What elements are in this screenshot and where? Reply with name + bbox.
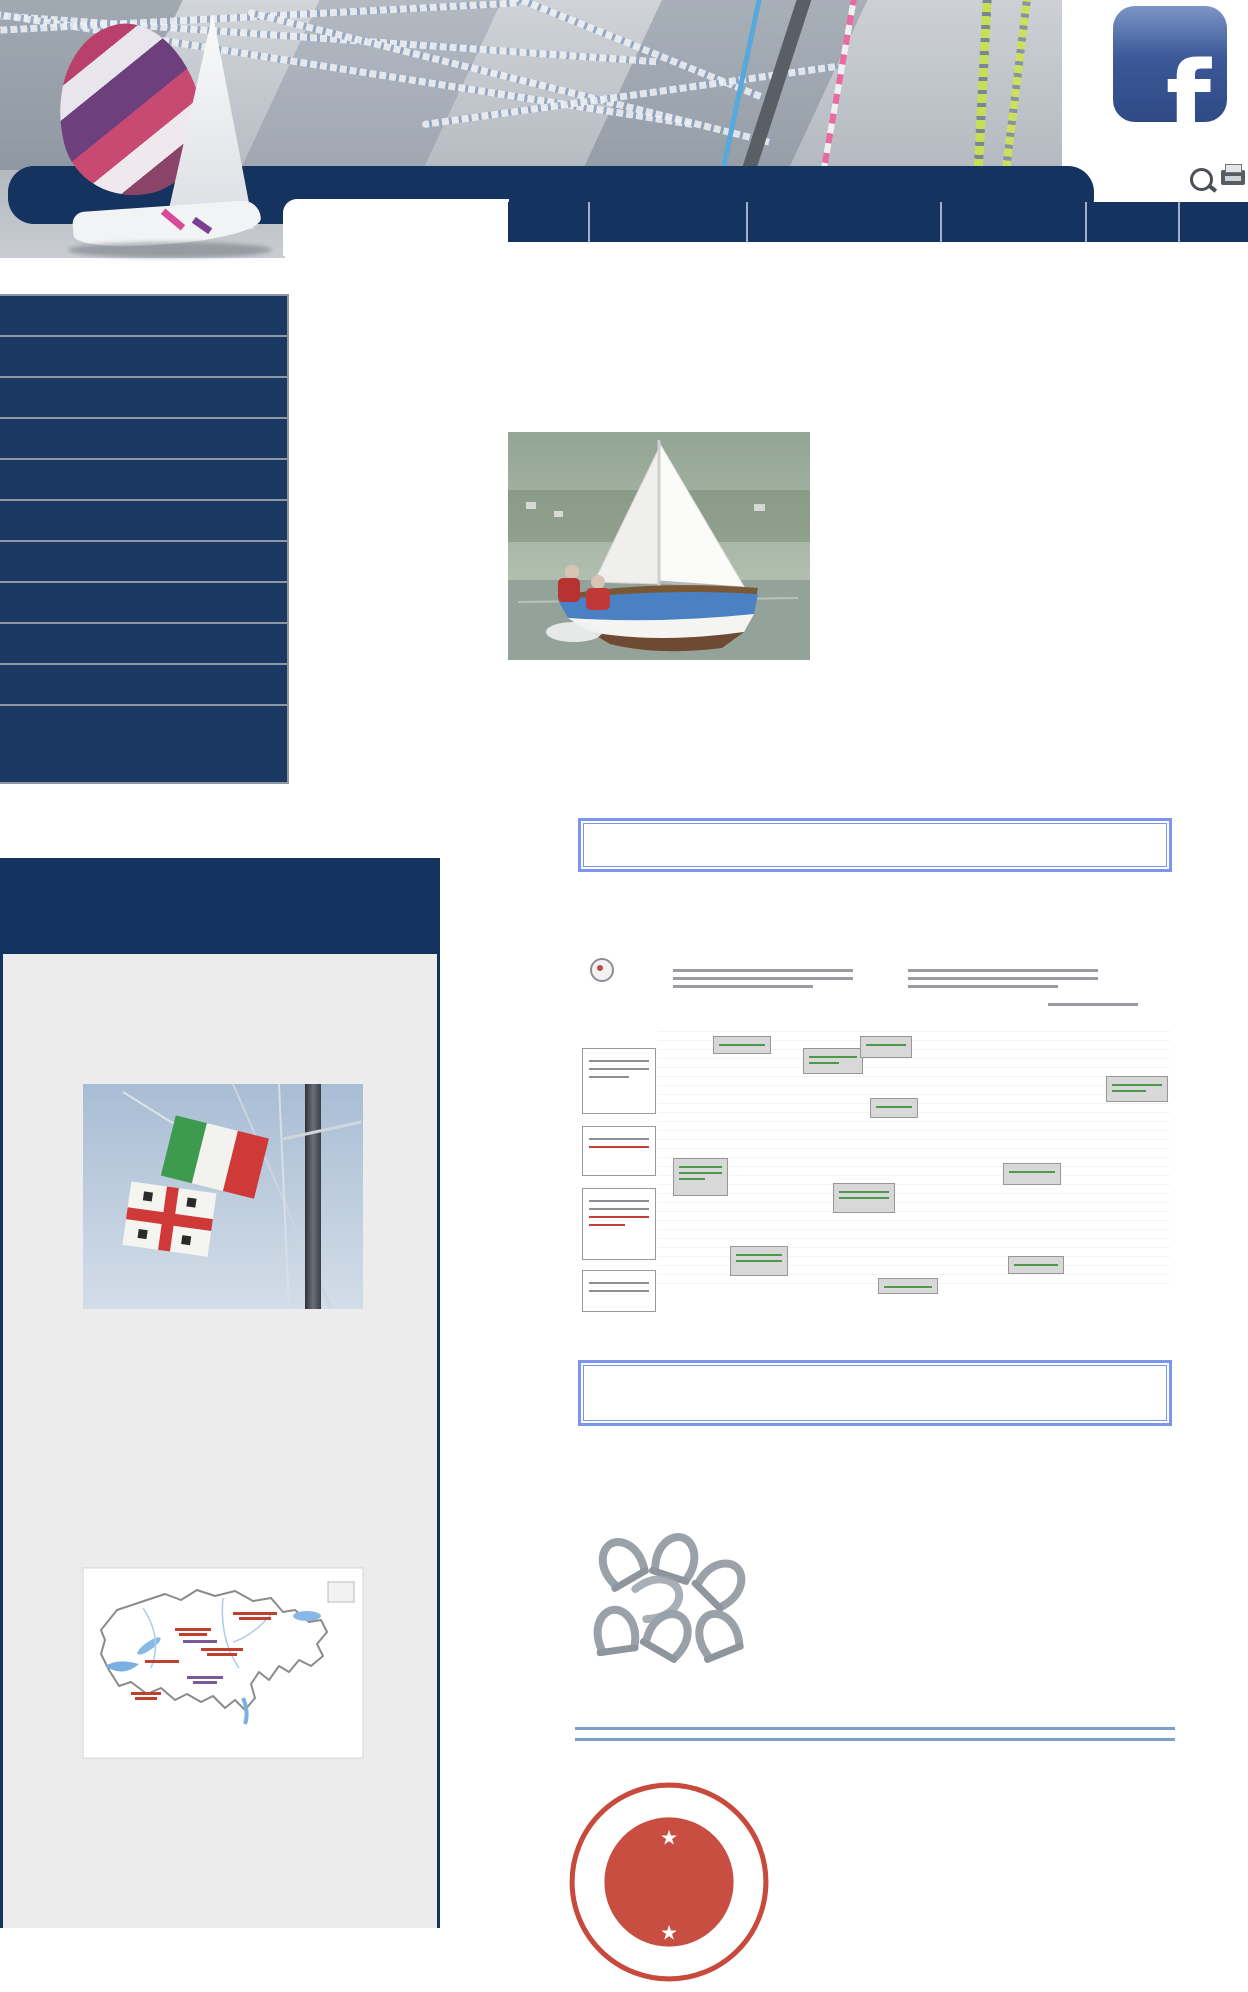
hero-boat-photo bbox=[508, 432, 810, 660]
double-line-divider bbox=[575, 1727, 1175, 1741]
sidebar-item-le-corsaire[interactable] bbox=[0, 337, 287, 378]
sidebar-item-marktplatz[interactable] bbox=[0, 419, 287, 460]
shackles-photo bbox=[572, 1516, 747, 1678]
agenda-calendar-image bbox=[578, 948, 1178, 1316]
nav-home[interactable] bbox=[508, 202, 588, 242]
main-nav bbox=[508, 202, 1248, 242]
nav-archives[interactable] bbox=[588, 202, 746, 242]
sidebar-menu bbox=[0, 294, 289, 784]
nav-filler bbox=[1178, 202, 1248, 242]
sidebar-item-flotten[interactable] bbox=[0, 460, 287, 501]
sidebar-item-dash[interactable] bbox=[0, 665, 287, 706]
logo[interactable] bbox=[283, 199, 509, 256]
news-item-2-title bbox=[13, 1464, 25, 1493]
sidebar-item-links[interactable] bbox=[0, 624, 287, 665]
calendar-overlay-text bbox=[578, 948, 1178, 1316]
sailboat-art bbox=[40, 10, 270, 258]
svg-text:★: ★ bbox=[659, 1920, 679, 1945]
sardinia-flags-photo bbox=[83, 1084, 363, 1313]
gratis-section bbox=[795, 1516, 827, 1574]
nav-search[interactable] bbox=[1085, 202, 1178, 242]
rope-art bbox=[247, 9, 773, 146]
green-rope-art bbox=[1001, 0, 1031, 181]
news-header bbox=[0, 858, 440, 954]
sidebar-item-fantasie[interactable] bbox=[0, 706, 287, 782]
sidebar-item-toern[interactable] bbox=[0, 542, 287, 583]
sidebar-item-saison-2022[interactable] bbox=[0, 501, 287, 542]
sidebar-item-photo-gallery[interactable] bbox=[0, 583, 287, 624]
nav-photo-album[interactable] bbox=[746, 202, 940, 242]
sidebar-item-do-it-yourself[interactable] bbox=[0, 378, 287, 419]
news-body bbox=[0, 954, 440, 1928]
pink-rope-art bbox=[819, 0, 858, 183]
forsale-section bbox=[822, 1776, 854, 1810]
swiss-fleet-map bbox=[83, 1568, 363, 1762]
sidebar-item-ascorsaire-suisse[interactable] bbox=[0, 296, 287, 337]
svg-text:★: ★ bbox=[659, 1825, 679, 1850]
last-ad-line bbox=[578, 1468, 586, 1498]
for-sale-stamp bbox=[563, 1776, 775, 1945]
nav-contact[interactable] bbox=[940, 202, 1085, 242]
search-icon[interactable] bbox=[1190, 168, 1213, 191]
print-icon[interactable] bbox=[1221, 170, 1245, 185]
facebook-icon[interactable]: f bbox=[1113, 6, 1227, 122]
marktplatz-banner bbox=[578, 1360, 1172, 1426]
agenda-banner bbox=[578, 818, 1172, 872]
news-item-1-title bbox=[13, 966, 25, 995]
green-rope-art bbox=[973, 0, 992, 181]
